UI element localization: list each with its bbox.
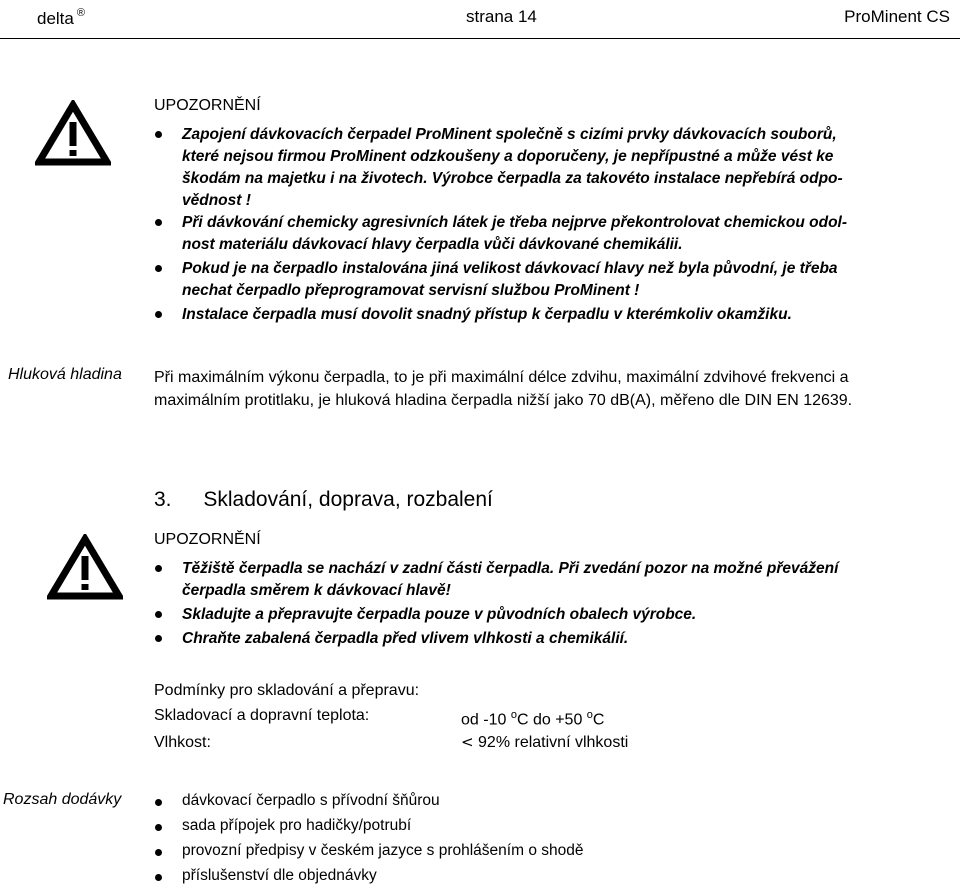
scope-item <box>153 842 933 867</box>
bullet-icon <box>155 824 162 831</box>
section-heading <box>154 488 493 512</box>
bullet-icon <box>155 874 162 881</box>
warning-title: UPOZORNĚNÍ <box>154 97 261 114</box>
storage-heading: Podmínky pro skladování a přepravu: <box>154 682 420 699</box>
text-line: nost materiálu dávkovací hlavy čerpadla vůči dávkované chemikálii. <box>182 236 683 253</box>
scope-list <box>153 792 933 892</box>
storage-temp-label: Skladovací a dopravní teplota: <box>154 707 370 724</box>
bullet-icon <box>155 849 162 856</box>
scope-item <box>153 867 933 892</box>
warning-list <box>153 124 953 326</box>
degree-mark: o <box>510 709 517 721</box>
bullet-icon <box>155 265 162 272</box>
page-number: strana 14 <box>466 7 537 26</box>
header-divider <box>0 38 960 39</box>
warning-item <box>153 304 953 326</box>
text-line: Zapojení dávkovacích čerpadel ProMinent společně s cizími prvky dávkovacích souborů, <box>182 126 837 143</box>
text-line: Při maximálním výkonu čerpadla, to je při maximální délce zdvihu, maximální zdvihové frekvenci a <box>154 369 849 386</box>
product-name: delta <box>37 9 74 28</box>
text-line: Skladujte a přepravujte čerpadla pouze v původních obalech výrobce. <box>182 606 697 623</box>
text-line: škodám na majetku i na životech. Výrobce čerpadla za takovéto instalace nepřebírá odpo- <box>182 170 843 187</box>
bullet-icon <box>155 131 162 138</box>
text-line: Při dávkování chemicky agresivních látek je třeba nejprve překontrolovat chemickou odol- <box>182 214 848 231</box>
noise-text <box>154 366 954 412</box>
storage-temp-value <box>461 704 604 731</box>
warning-item <box>153 258 953 302</box>
header-right: ProMinent CS <box>844 7 950 26</box>
scope-item-text: provozní předpisy v českém jazyce s prohlášením o shodě <box>182 842 584 859</box>
header-left <box>37 7 85 29</box>
text-line: Pokud je na čerpadlo instalována jiná velikost dávkovací hlavy než byla původní, je třeba <box>182 260 838 277</box>
text-line: maximálním protitlaku, je hluková hladina čerpadla nižší jako 70 dB(A), měřeno dle DIN EN 12639. <box>154 392 853 409</box>
bullet-icon <box>155 635 162 642</box>
humidity-value <box>461 731 628 754</box>
temp-min: od -10 <box>461 711 507 729</box>
scope-item-text: sada přípojek pro hadičky/potrubí <box>182 817 412 834</box>
text-line: Chraňte zabalená čerpadla před vlivem vlhkosti a chemikálií. <box>182 630 629 647</box>
registered-mark: ® <box>76 7 85 19</box>
less-than-symbol: < <box>461 733 474 751</box>
scope-item <box>153 817 933 842</box>
text-line: Instalace čerpadla musí dovolit snadný přístup k čerpadlu v kterémkoliv okamžiku. <box>182 306 792 323</box>
text-line: vědnost ! <box>182 192 251 209</box>
scope-item-text: dávkovací čerpadlo s přívodní šňůrou <box>182 792 440 809</box>
warning-item <box>153 604 953 626</box>
text-line: Těžiště čerpadla se nachází v zadní části čerpadla. Při zvedání pozor na možné převážení <box>182 560 839 577</box>
warning-triangle-icon <box>47 534 123 600</box>
bullet-icon <box>155 311 162 318</box>
humidity-label: Vlhkost: <box>154 734 211 751</box>
warning-item <box>153 558 953 602</box>
noise-label: Hluková hladina <box>8 366 122 383</box>
warning-item <box>153 212 953 256</box>
text-line: nechat čerpadlo přeprogramovat servisní službou ProMinent ! <box>182 282 640 299</box>
warning-item <box>153 628 953 650</box>
bullet-icon <box>155 611 162 618</box>
scope-item <box>153 792 933 817</box>
humidity-text: 92% relativní vlhkosti <box>478 734 629 751</box>
section-title: Skladování, doprava, rozbalení <box>203 488 493 511</box>
warning-list <box>153 558 953 650</box>
scope-item-text: příslušenství dle objednávky <box>182 867 377 884</box>
bullet-icon <box>155 799 162 806</box>
bullet-icon <box>155 219 162 226</box>
warning-title: UPOZORNĚNÍ <box>154 531 261 548</box>
bullet-icon <box>155 565 162 572</box>
warning-item <box>153 124 953 212</box>
temp-unit: C <box>592 711 605 729</box>
scope-label: Rozsah dodávky <box>3 791 122 808</box>
text-line: které nejsou firmou ProMinent odzkoušeny a doporučeny, je nepřípustné a může vést ke <box>182 148 834 165</box>
warning-item-text <box>182 124 953 212</box>
section-number: 3. <box>154 488 172 511</box>
degree-mark: o <box>586 709 593 721</box>
text-line: čerpadla směrem k dávkovací hlavě! <box>182 582 451 599</box>
temp-max: C do +50 <box>516 711 583 729</box>
warning-triangle-icon <box>35 100 111 166</box>
